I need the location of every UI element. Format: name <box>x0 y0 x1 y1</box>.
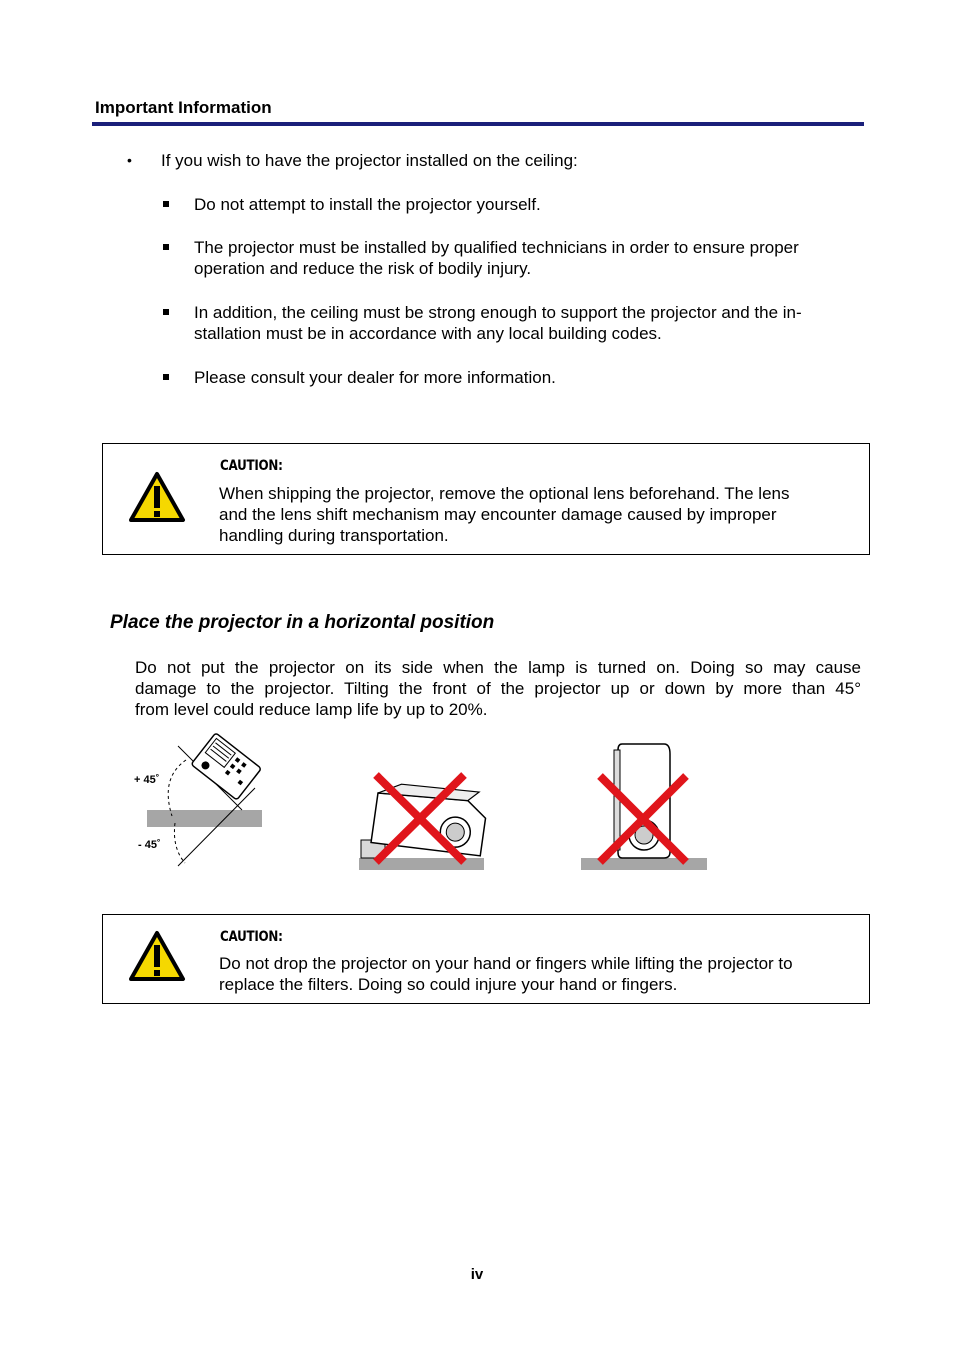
ceiling-item-4: Please consult your dealer for more information. <box>194 368 556 387</box>
square-bullet <box>163 201 169 207</box>
tilt-angle-figure <box>130 728 270 873</box>
caution-label: CAUTION: <box>220 458 283 474</box>
section-title: Place the projector in a horizontal position <box>110 612 495 633</box>
square-bullet <box>163 374 169 380</box>
ceiling-item-1: Do not attempt to install the projector yourself. <box>194 195 541 214</box>
caution-box-shipping <box>102 443 870 555</box>
projector-on-side-illustration <box>578 740 710 872</box>
ceiling-item-2: The projector must be installed by qualified technicians in order to ensure proper operation and reduce the risk of bodily injury. <box>194 238 799 278</box>
square-bullet <box>163 244 169 250</box>
page-number: iv <box>470 1266 484 1283</box>
caution-label: CAUTION: <box>220 929 283 945</box>
header-rule <box>92 122 864 126</box>
angle-label-down: - 45˚ <box>138 839 161 851</box>
tilted-projector-illustration <box>130 728 270 873</box>
warning-triangle-icon <box>128 471 186 523</box>
section-paragraph: Do not put the projector on its side when the lamp is turned on. Doing so may cause damage to the projector. Tilting the front of the projector up or down by more than 45° from level could reduce lamp life by up to 20%. <box>135 658 861 719</box>
square-bullet <box>163 309 169 315</box>
caution-text: Do not drop the projector on your hand or fingers while lifting the projector to replace the filters. Doing so could injure your hand or fingers. <box>219 954 793 994</box>
caution-text: When shipping the projector, remove the optional lens beforehand. The lens and the lens shift mechanism may encounter damage caused by improper handling during transportation. <box>219 484 790 545</box>
bullet-dot: • <box>127 152 132 168</box>
angle-label-up: + 45˚ <box>134 774 160 786</box>
caution-box-lifting <box>102 914 870 1004</box>
ceiling-item-3: In addition, the ceiling must be strong enough to support the projector and the in- stallation must be in accordance with any local building codes. <box>194 303 802 343</box>
page-header-title: Important Information <box>95 98 272 117</box>
ceiling-intro: If you wish to have the projector installed on the ceiling: <box>161 151 578 170</box>
warning-triangle-icon <box>128 930 186 982</box>
projector-on-block-illustration <box>356 770 488 872</box>
